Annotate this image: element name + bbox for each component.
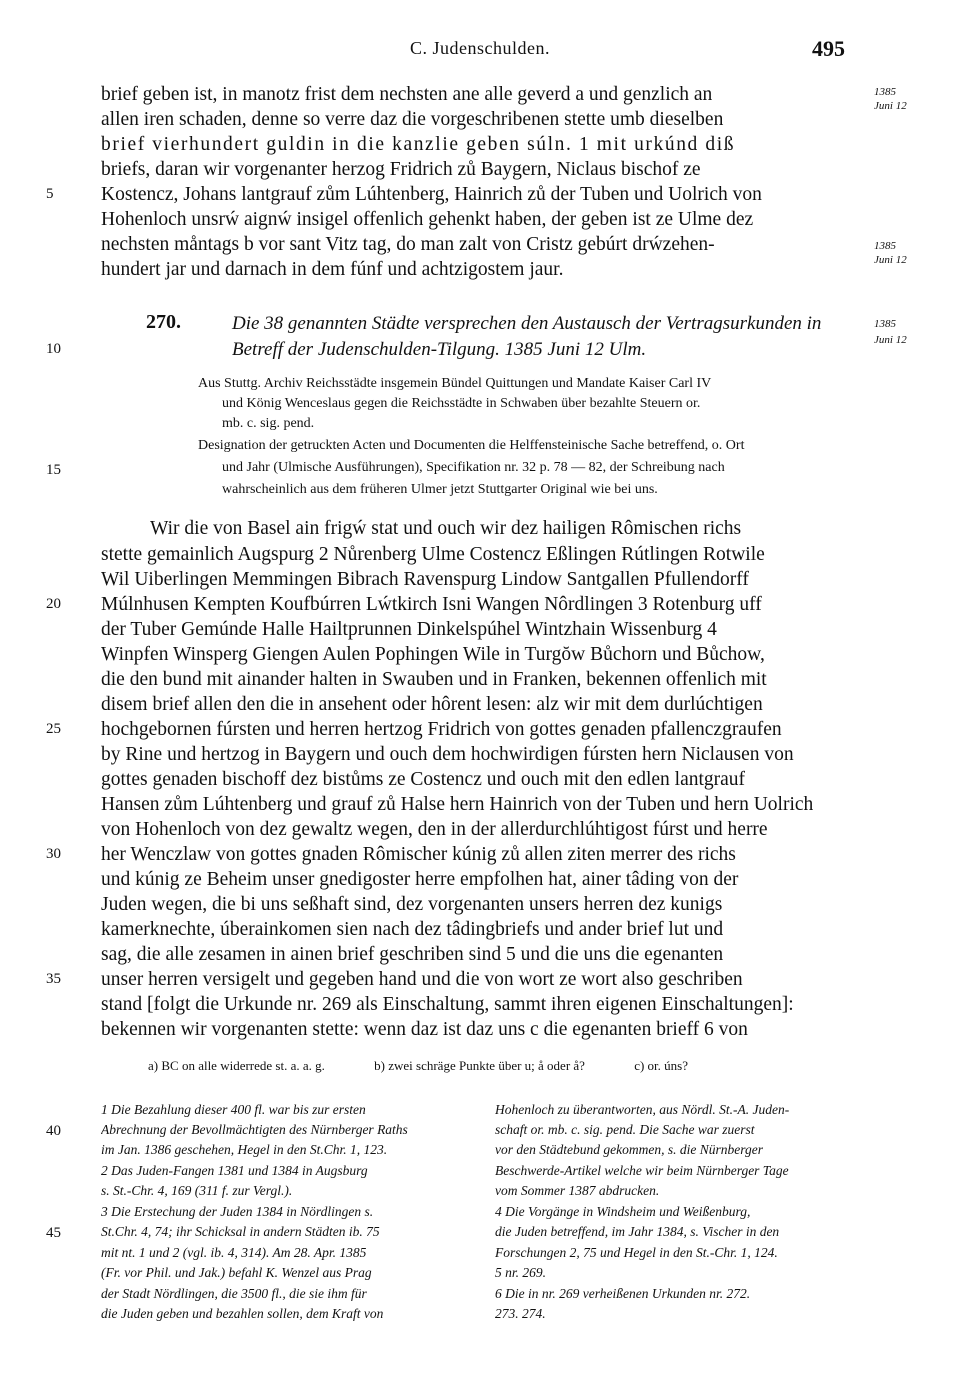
main-text-line: by Rine und hertzog in Baygern und ouch dem hochwirdigen fúrsten hern Niclausen von	[101, 744, 794, 765]
footnote-right-line: 273. 274.	[495, 1306, 546, 1321]
body-top-line: allen iren schaden, denne so verre daz die vorgeschribenen stette umb dieselben	[101, 109, 724, 130]
body-top-line: Kostencz, Johans lantgrauf zům Lúhtenberg, Hainrich zů der Tuben und Uolrich von	[101, 184, 762, 205]
line-number: 30	[46, 846, 61, 862]
source-description-line: Designation der getruckten Acten und Documenten die Helffensteinische Sache betreffend, o. Ort	[198, 438, 745, 453]
footnote-left-line: St.Chr. 4, 74; ihr Schicksal in andern Städten ib. 75	[101, 1224, 380, 1239]
body-top-line: Hohenloch unsrẃ aignẃ insigel offenlich gehenkt haben, der geben ist ze Ulme dez	[101, 209, 754, 230]
running-header: C. Judenschulden.	[410, 38, 550, 58]
footnote-left-line: Abrechnung der Bevollmächtigten des Nürnberger Raths	[101, 1122, 408, 1137]
footnote-left-line: 3 Die Erstechung der Juden 1384 in Nördlingen s.	[101, 1204, 374, 1219]
line-number: 5	[46, 186, 54, 202]
document-number: 270.	[146, 311, 181, 333]
margin-date-day: Juni 12	[874, 100, 907, 112]
source-description-line: und Jahr (Ulmische Ausführungen), Specifikation nr. 32 p. 78 — 82, der Schreibung nach	[222, 460, 725, 475]
main-text-line: Múlnhusen Kempten Koufbúrren Lẃtkirch Isni Wangen Nôrdlingen 3 Rotenburg uff	[101, 594, 762, 615]
footnote-right-line: schaft or. mb. c. sig. pend. Die Sache war zuerst	[495, 1122, 755, 1137]
main-text-line: her Wenczlaw von gottes gnaden Rômischer kúnig zů allen ziten merrer des richs	[101, 844, 736, 865]
line-number: 35	[46, 971, 61, 987]
main-text-line: stette gemainlich Augspurg 2 Nůrenberg Ulme Costencz Eßlingen Rútlingen Rotwile	[101, 544, 765, 565]
source-description-line: mb. c. sig. pend.	[222, 416, 315, 431]
main-text-line: die den bund mit ainander halten in Swauben und in Franken, bekennen offenlich mit	[101, 669, 767, 690]
margin-date-day: Juni 12	[874, 334, 907, 346]
main-text-line: bekennen wir vorgenanten stette: wenn daz ist daz uns c die egenanten brieff 6 von	[101, 1019, 748, 1040]
margin-date-year: 1385	[874, 86, 896, 98]
margin-date-day: Juni 12	[874, 254, 907, 266]
source-description-line: und König Wenceslaus gegen die Reichsstädte in Schwaben über bezahlte Steuern or.	[222, 396, 701, 411]
main-text-line: kamerknechte, úberainkomen sien nach dez tâdingbriefs und ander brief lut und	[101, 919, 724, 940]
main-text-line: Winpfen Winsperg Giengen Aulen Pophingen Wile in Turgŏw Bůchorn und Bůchow,	[101, 644, 765, 665]
body-top-line: briefs, daran wir vorgenanter herzog Fridrich zů Baygern, Niclaus bischof ze	[101, 159, 701, 180]
footnote-right-line: 5 nr. 269.	[495, 1265, 547, 1280]
line-number: 25	[46, 721, 61, 737]
margin-date-year: 1385	[874, 318, 896, 330]
footnote-right-line: 4 Die Vorgänge in Windsheim und Weißenburg,	[495, 1204, 751, 1219]
variant-note-b: b) zwei schräge Punkte über u; å oder å?	[374, 1058, 585, 1073]
footnote-left-line: der Stadt Nördlingen, die 3500 fl., die sie ihm für	[101, 1286, 367, 1301]
footnote-left-line: mit nt. 1 und 2 (vgl. ib. 4, 314). Am 28. Apr. 1385	[101, 1245, 367, 1260]
body-top-line: nechsten måntags b vor sant Vitz tag, do man zalt von Cristz gebúrt drẃzehen-	[101, 234, 715, 255]
footnote-right-line: Forschungen 2, 75 und Hegel in den St.-Chr. 1, 124.	[495, 1245, 778, 1260]
line-number: 45	[46, 1225, 61, 1241]
footnote-right-line: Hohenloch zu überantworten, aus Nördl. St.-A. Juden-	[495, 1102, 790, 1117]
main-text-line: Hansen zům Lúhtenberg und grauf zů Halse hern Hainrich von der Tuben und hern Uolrich	[101, 794, 814, 815]
source-description-line: Aus Stuttg. Archiv Reichsstädte insgemein Bündel Quittungen und Mandate Kaiser Carl IV	[198, 376, 712, 391]
page-number: 495	[812, 36, 845, 61]
footnote-right-line: die Juden betreffend, im Jahr 1384, s. Vischer in den	[495, 1224, 780, 1239]
body-top-line: brief geben ist, in manotz frist dem nechsten ane alle geverd a und genzlich an	[101, 84, 713, 105]
body-top-line: brief vierhundert guldin in die kanzlie geben súln. 1 mit urkúnd diß	[101, 134, 736, 155]
main-text-line: disem brief allen den die in ansehent oder hôrent lesen: alz wir mit dem durlúchtigen	[101, 694, 763, 715]
footnote-right-line: 6 Die in nr. 269 verheißenen Urkunden nr. 272.	[495, 1286, 751, 1301]
document-title-line: Betreff der Judenschulden-Tilgung. 1385 Juni 12 Ulm.	[232, 339, 647, 360]
main-text-line: stand [folgt die Urkunde nr. 269 als Einschaltung, sammt ihren eigenen Einschaltungen]:	[101, 994, 794, 1015]
source-description-line: wahrscheinlich aus dem früheren Ulmer jetzt Stuttgarter Original wie bei uns.	[222, 482, 658, 497]
variant-note-a: a) BC on alle widerrede st. a. a. g.	[148, 1058, 325, 1073]
footnote-left-line: (Fr. vor Phil. und Jak.) befahl K. Wenzel aus Prag	[101, 1265, 372, 1280]
margin-date-year: 1385	[874, 240, 896, 252]
footnote-right-line: vom Sommer 1387 abdrucken.	[495, 1183, 660, 1198]
main-text-line: Wir die von Basel ain frigẃ stat und ouch wir dez hailigen Rômischen richs	[150, 518, 742, 539]
main-text-line: unser herren versigelt und gegeben hand und die von wort ze wort also geschriben	[101, 969, 743, 990]
main-text-line: Juden wegen, die bi uns seßhaft sind, dez vorgenanten unsers herren dez kunigs	[101, 894, 723, 915]
main-text-line: von Hohenloch von dez gewaltz wegen, den in der allerdurchlúhtigost fúrst und herre	[101, 819, 768, 840]
main-text-line: gottes genaden bischoff dez bistůms ze Costencz und ouch mit den edlen lantgrauf	[101, 769, 746, 790]
footnote-left-line: die Juden geben und bezahlen sollen, dem Kraft von	[101, 1306, 384, 1321]
footnote-left-line: 2 Das Juden-Fangen 1381 und 1384 in Augsburg	[101, 1163, 368, 1178]
main-text-line: der Tuber Gemúnde Halle Hailtprunnen Dinkelspúhel Wintzhain Wissenburg 4	[101, 619, 717, 640]
main-text-line: Wil Uiberlingen Memmingen Bibrach Ravenspurg Lindow Santgallen Pfullendorff	[101, 569, 749, 590]
line-number: 15	[46, 462, 61, 478]
line-number: 10	[46, 341, 61, 357]
footnote-right-line: Beschwerde-Artikel welche wir beim Nürnberger Tage	[495, 1163, 789, 1178]
line-number: 40	[46, 1123, 61, 1139]
main-text-line: hochgebornen fúrsten und herren hertzog Fridrich von gottes genaden pfallenczgraufen	[101, 719, 782, 740]
line-number: 20	[46, 596, 61, 612]
document-title-line: Die 38 genannten Städte versprechen den Austausch der Vertragsurkunden in	[232, 313, 822, 334]
body-top-line: hundert jar und darnach in dem fúnf und achtzigostem jaur.	[101, 259, 564, 280]
main-text-line: sag, die alle zesamen in ainen brief geschriben sind 5 und die uns die egenanten	[101, 944, 724, 965]
footnote-right-line: vor den Städtebund gekommen, s. die Nürnberger	[495, 1142, 763, 1157]
main-text-line: und kúnig ze Beheim unser gnedigoster herre empfolhen hat, ainer tâding von der	[101, 869, 739, 890]
footnote-left-line: s. St.-Chr. 4, 169 (311 f. zur Vergl.).	[101, 1183, 293, 1198]
footnote-left-line: 1 Die Bezahlung dieser 400 fl. war bis zur ersten	[101, 1102, 366, 1117]
footnote-left-line: im Jan. 1386 geschehen, Hegel in den St.Chr. 1, 123.	[101, 1142, 388, 1157]
variant-note-c: c) or. úns?	[634, 1058, 688, 1073]
variant-notes	[148, 1058, 848, 1074]
